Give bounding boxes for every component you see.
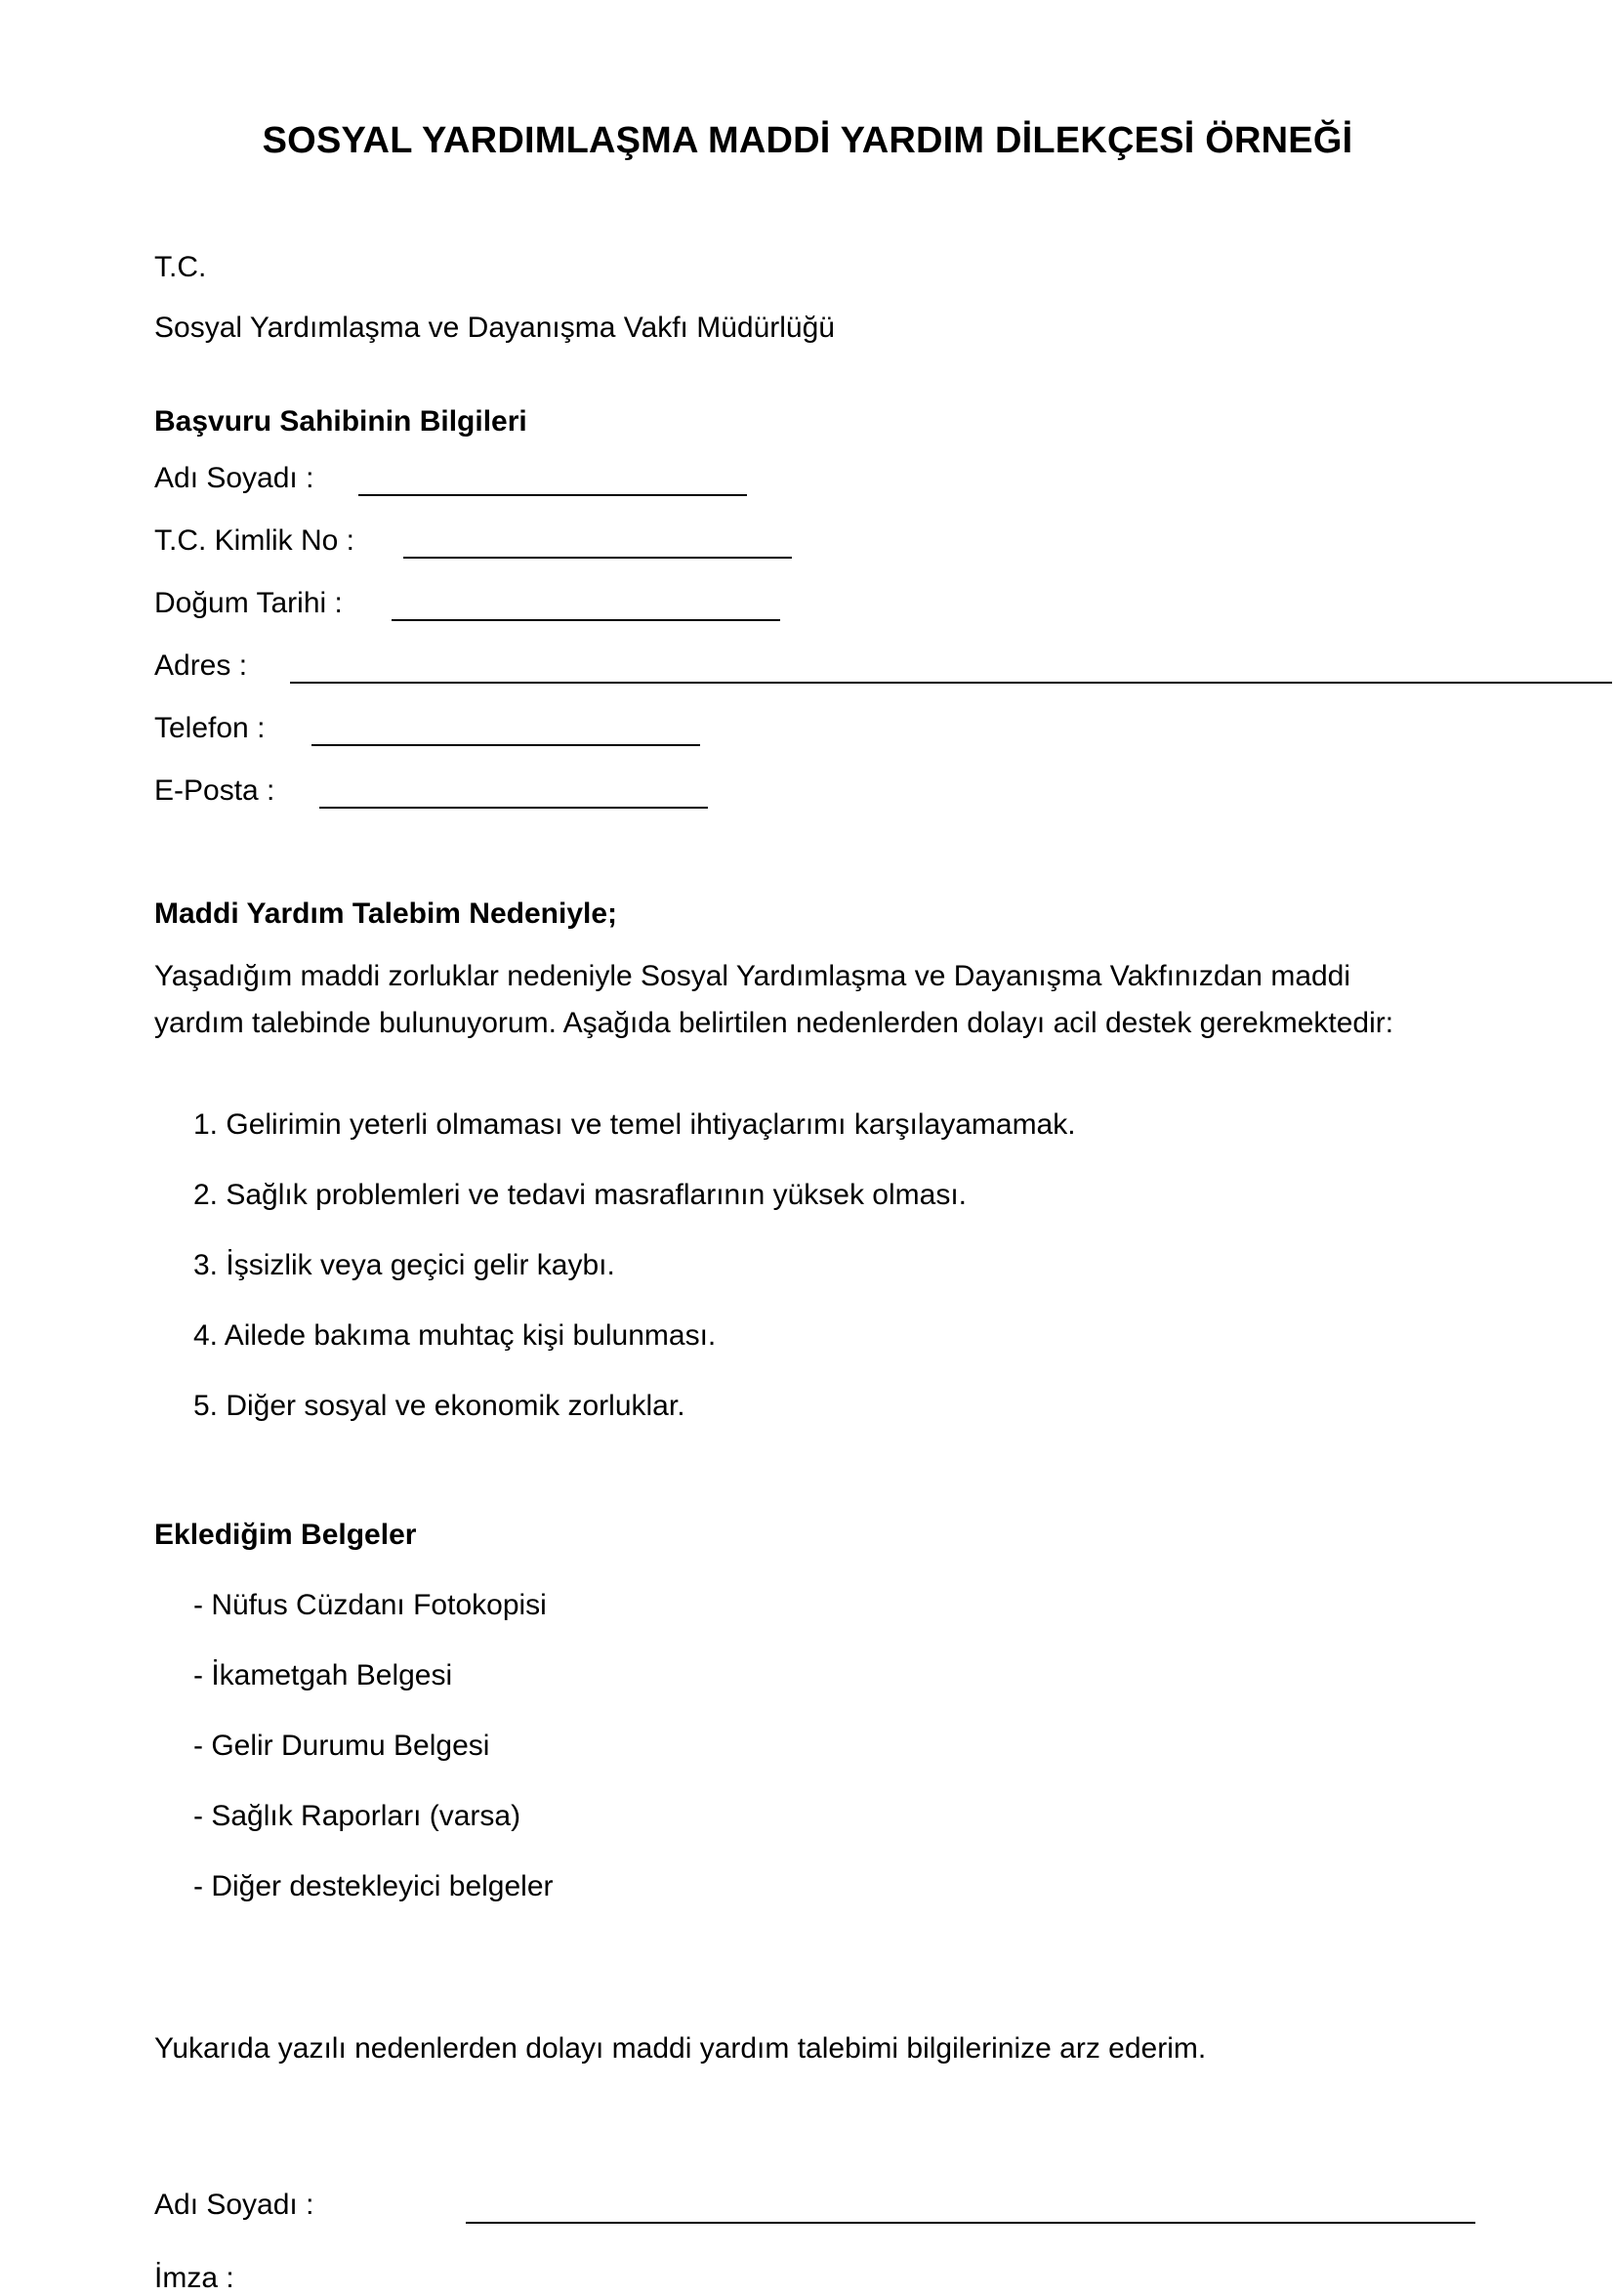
reason-item: 2. Sağlık problemleri ve tedavi masraflarının yüksek olması. bbox=[193, 1179, 967, 1211]
recipient-line-2: Sosyal Yardımlaşma ve Dayanışma Vakfı Müdürlüğü bbox=[154, 312, 835, 344]
field-label-address: Adres : bbox=[154, 649, 248, 682]
field-label-birth-date: Doğum Tarihi : bbox=[154, 587, 343, 619]
field-blank-phone[interactable] bbox=[311, 744, 700, 746]
request-paragraph-line-2: yardım talebinde bulunuyorum. Aşağıda belirtilen nedenlerden dolayı acil destek gerekmektedir: bbox=[154, 1007, 1394, 1039]
attachment-item: - İkametgah Belgesi bbox=[193, 1659, 453, 1691]
request-section-heading: Maddi Yardım Talebim Nedeniyle; bbox=[154, 898, 618, 930]
attachment-item: - Nüfus Cüzdanı Fotokopisi bbox=[193, 1589, 547, 1621]
signature-label: İmza : bbox=[154, 2262, 234, 2294]
field-label-tc-id: T.C. Kimlik No : bbox=[154, 524, 355, 557]
field-blank-name[interactable] bbox=[358, 494, 747, 496]
attachments-section-heading: Eklediğim Belgeler bbox=[154, 1519, 417, 1551]
request-paragraph bbox=[154, 953, 1393, 1047]
field-blank-birth-date[interactable] bbox=[392, 619, 780, 621]
field-label-email: E-Posta : bbox=[154, 774, 275, 807]
field-label-name: Adı Soyadı : bbox=[154, 462, 314, 494]
field-blank-email[interactable] bbox=[319, 807, 708, 809]
reason-item: 5. Diğer sosyal ve ekonomik zorluklar. bbox=[193, 1390, 685, 1422]
attachment-item: - Gelir Durumu Belgesi bbox=[193, 1730, 490, 1762]
reason-item: 1. Gelirimin yeterli olmaması ve temel ihtiyaçlarımı karşılayamamak. bbox=[193, 1108, 1076, 1141]
field-blank-address[interactable] bbox=[290, 682, 1612, 684]
applicant-section-heading: Başvuru Sahibinin Bilgileri bbox=[154, 405, 527, 438]
signature-name-label: Adı Soyadı : bbox=[154, 2189, 314, 2221]
field-label-phone: Telefon : bbox=[154, 712, 266, 744]
attachment-item: - Sağlık Raporları (varsa) bbox=[193, 1800, 521, 1832]
field-blank-tc-id[interactable] bbox=[403, 557, 792, 559]
document-title: SOSYAL YARDIMLAŞMA MADDİ YARDIM DİLEKÇESİ ÖRNEĞİ bbox=[262, 120, 1353, 161]
signature-name-blank[interactable] bbox=[466, 2222, 1475, 2224]
closing-statement: Yukarıda yazılı nedenlerden dolayı maddi yardım talebimi bilgilerinize arz ederim. bbox=[154, 2032, 1207, 2065]
request-paragraph-line-1: Yaşadığım maddi zorluklar nedeniyle Sosyal Yardımlaşma ve Dayanışma Vakfınızdan maddi bbox=[154, 960, 1351, 992]
recipient-line-1: T.C. bbox=[154, 251, 207, 283]
reason-item: 3. İşsizlik veya geçici gelir kaybı. bbox=[193, 1249, 615, 1281]
attachment-item: - Diğer destekleyici belgeler bbox=[193, 1870, 554, 1902]
reason-item: 4. Ailede bakıma muhtaç kişi bulunması. bbox=[193, 1319, 717, 1352]
